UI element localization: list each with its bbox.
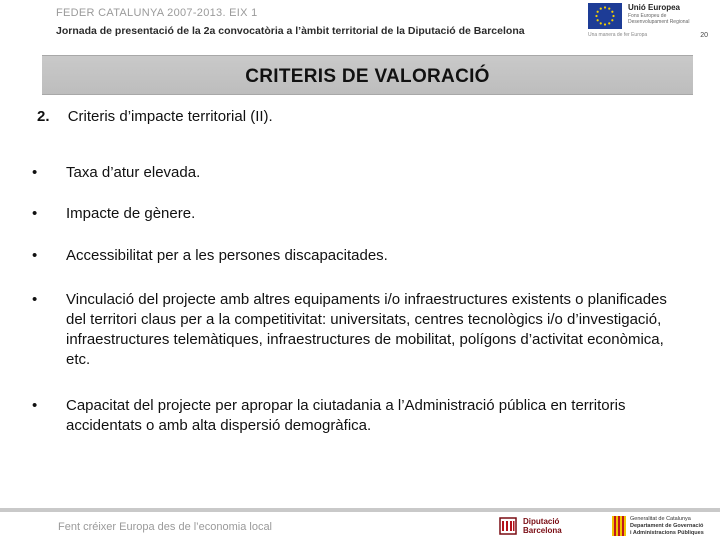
header-event-title: Jornada de presentació de la 2a convocatòria a l’àmbit territorial de la Diputació de Barcelona: [56, 25, 525, 37]
eu-star-icon: [608, 8, 610, 10]
list-item: [30, 246, 680, 266]
list-item-text: Accessibilitat per a les persones discapacitades.: [66, 247, 388, 264]
eu-logo-motto: Una manera de fer Europa: [588, 32, 648, 38]
generalitat-logo-text: [630, 516, 704, 537]
slide-title: CRITERIS DE VALORACIÓ: [245, 66, 490, 87]
slide-title-bar: [42, 55, 693, 95]
section-heading: [37, 108, 273, 125]
header-program: FEDER CATALUNYA 2007-2013. EIX 1: [56, 7, 258, 19]
eu-star-icon: [600, 22, 602, 24]
eu-star-icon: [595, 15, 597, 17]
diputacio-line2: Barcelona: [523, 526, 562, 535]
bullet-icon: •: [32, 164, 38, 181]
list-item-text: Capacitat del projecte per apropar la ciutadania a l’Administració pública en territoris accidentats o amb alta dispersió demogràfica.: [66, 397, 626, 434]
bullet-icon: •: [32, 291, 38, 308]
generalitat-line2: Departament de Governació: [630, 523, 704, 529]
section-number: 2.: [37, 108, 50, 125]
list-item: [30, 204, 680, 224]
eu-star-icon: [597, 19, 599, 21]
generalitat-line3: i Administracions Públiques: [630, 530, 704, 536]
generalitat-emblem-icon: [612, 516, 626, 536]
generalitat-line1: Generalitat de Catalunya: [630, 516, 691, 522]
eu-star-icon: [611, 19, 613, 21]
eu-flag-icon: [588, 3, 622, 29]
eu-logo: [588, 2, 698, 42]
footer-slogan: Fent créixer Europa des de l’economia local: [58, 521, 273, 533]
diputacio-logo: [498, 514, 588, 540]
eu-star-icon: [604, 6, 606, 8]
page-number: 20: [700, 32, 708, 39]
bullet-icon: •: [32, 397, 38, 414]
diputacio-emblem-icon: [498, 516, 518, 536]
eu-logo-subtitle: Fons Europeu de Desenvolupament Regional: [628, 13, 690, 25]
list-item-text: Vinculació del projecte amb altres equipaments i/o infraestructures existents o planificades del territori claus per a la competitivitat: universitats, centres tecnològics i/o d’investigació, infraestructures telemàtiques, infraestructures de mobilitat, polígons d’activitat econòmica, etc.: [66, 291, 667, 368]
bullet-icon: •: [32, 205, 38, 222]
list-item-text: Impacte de gènere.: [66, 205, 196, 222]
section-title: Criteris d’impacte territorial (II).: [67, 108, 273, 125]
generalitat-logo: [612, 514, 720, 540]
eu-star-icon: [611, 11, 613, 13]
list-item: [30, 290, 680, 370]
list-item: [30, 396, 680, 436]
eu-logo-title: Unió Europea: [628, 3, 681, 12]
bullet-icon: •: [32, 247, 38, 264]
eu-star-icon: [608, 22, 610, 24]
diputacio-line1: Diputació: [523, 517, 560, 526]
list-item-text: Taxa d’atur elevada.: [66, 164, 201, 181]
footer-divider: [0, 508, 720, 512]
eu-star-icon: [600, 8, 602, 10]
eu-star-icon: [612, 15, 614, 17]
diputacio-logo-text: [523, 517, 562, 535]
eu-star-icon: [597, 11, 599, 13]
eu-star-icon: [604, 23, 606, 25]
list-item: [30, 163, 680, 183]
